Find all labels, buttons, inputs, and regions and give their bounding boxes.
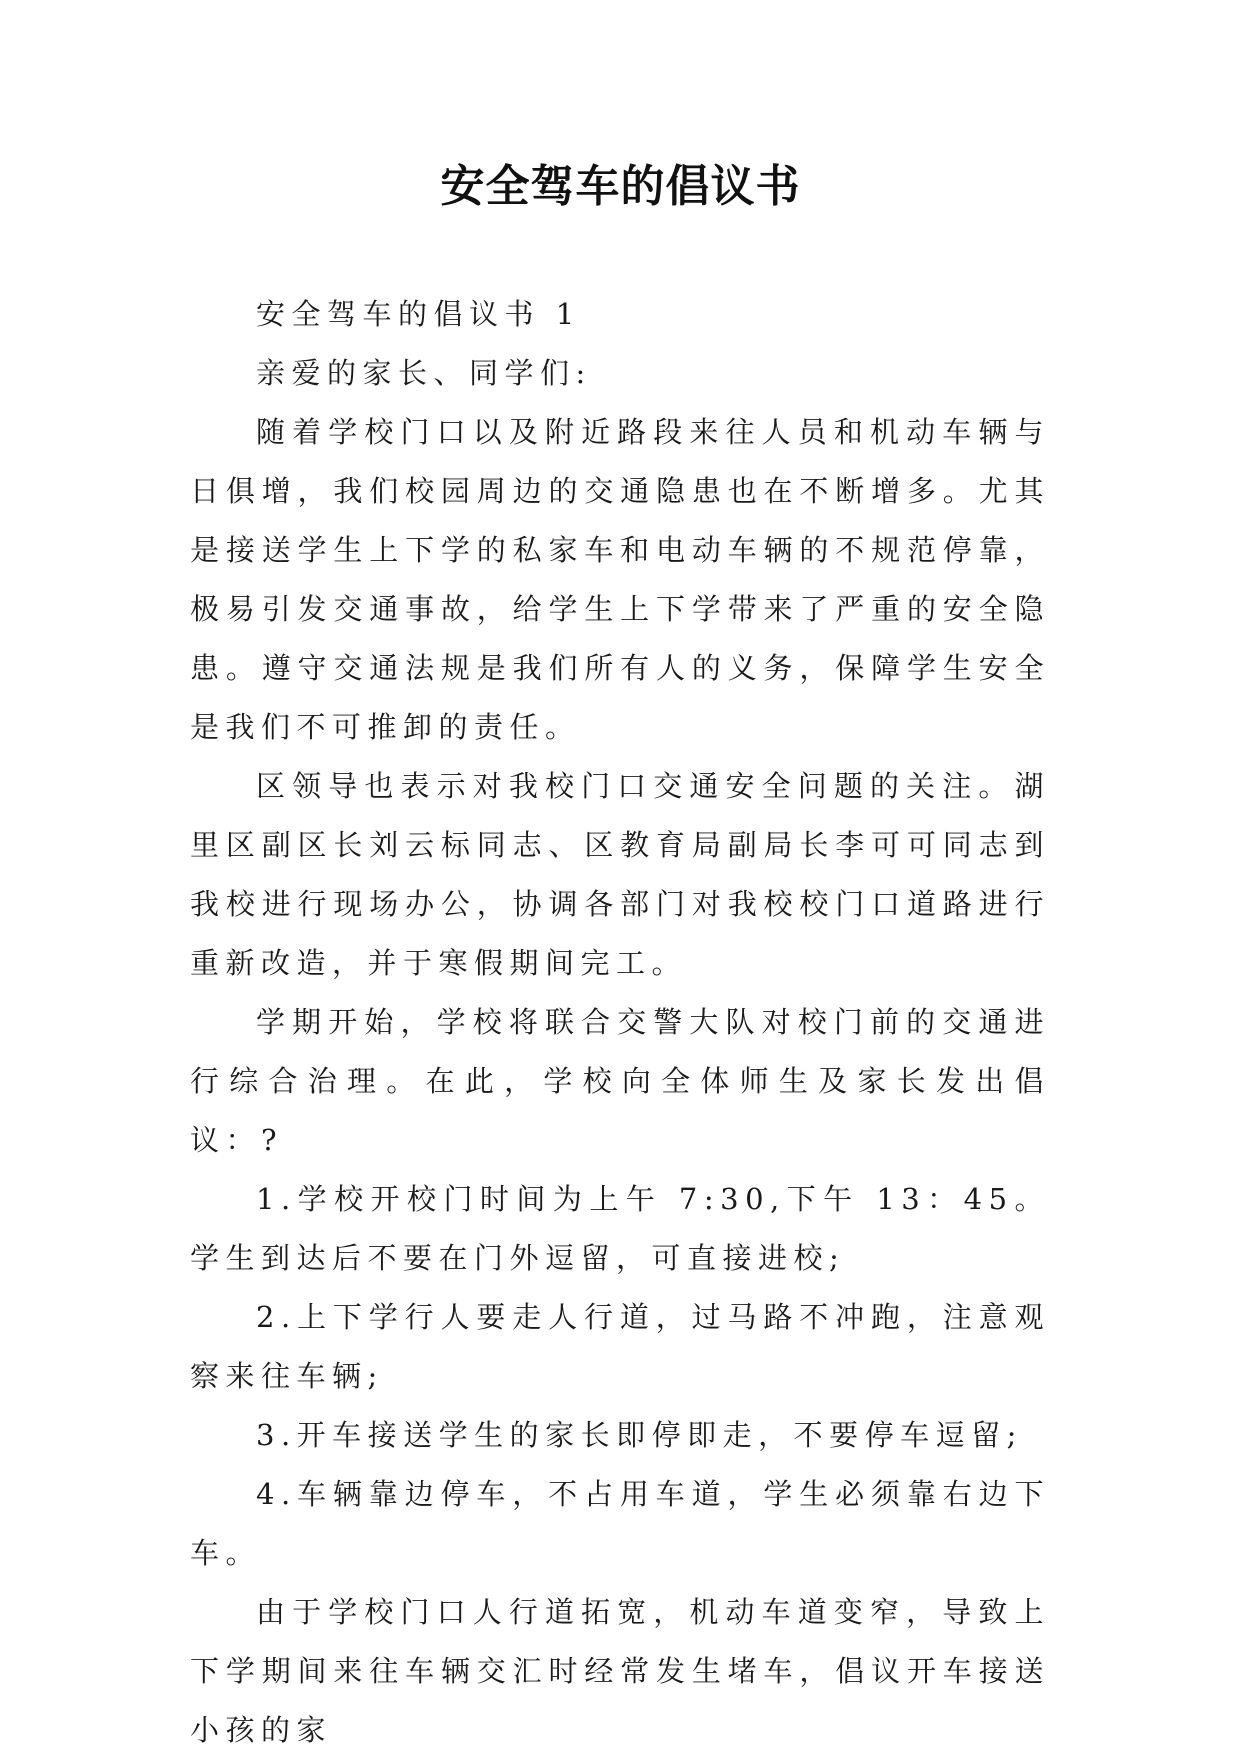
document-body: [190, 285, 1050, 1760]
paragraph-heading: 安全驾车的倡议书 1: [256, 297, 581, 331]
paragraph-item-2: 2.上下学行人要走人行道，过马路不冲跑，注意观察来往车辆;: [190, 1300, 1050, 1393]
paragraph-item-3: 3.开车接送学生的家长即停即走，不要停车逗留;: [256, 1418, 1023, 1452]
paragraph-traffic: 由于学校门口人行道拓宽，机动车道变窄，导致上下学期间来往车辆交汇时经常发生堵车，倡议开车接送小孩的家: [190, 1595, 1050, 1747]
document-title: 安全驾车的倡议书: [440, 161, 801, 212]
paragraph-semester: 学期开始，学校将联合交警大队对校门前的交通进行综合治理。在此，学校向全体师生及家长发出倡议：?: [190, 1005, 1050, 1157]
paragraph-intro: 随着学校门口以及附近路段来往人员和机动车辆与日俱增，我们校园周边的交通隐患也在不断增多。尤其是接送学生上下学的私家车和电动车辆的不规范停靠，极易引发交通事故，给学生上下学带来了严重的安全隐患。遵守交通法规是我们所有人的义务，保障学生安全是我们不可推卸的责任。: [190, 415, 1050, 744]
paragraph-item-4: 4.车辆靠边停车，不占用车道，学生必须靠右边下车。: [190, 1477, 1050, 1570]
paragraph-salutation: 亲爱的家长、同学们:: [256, 356, 592, 390]
paragraph-district: 区领导也表示对我校门口交通安全问题的关注。湖里区副区长刘云标同志、区教育局副局长李可可同志到我校进行现场办公，协调各部门对我校校门口道路进行重新改造，并于寒假期间完工。: [190, 769, 1050, 980]
paragraph-item-1: 1.学校开校门时间为上午 7:30,下午 13：45。学生到达后不要在门外逗留，可直接进校;: [190, 1182, 1050, 1275]
